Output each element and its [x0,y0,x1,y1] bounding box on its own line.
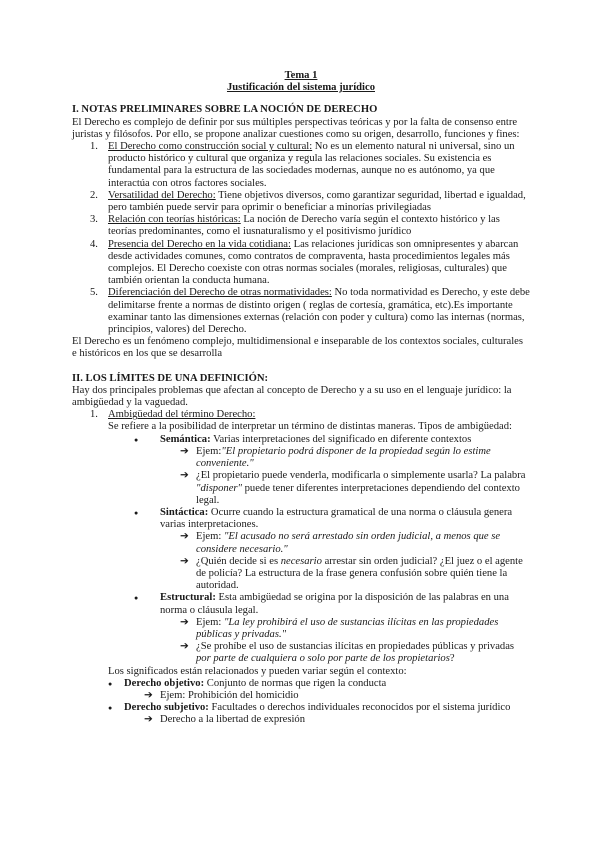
example-item: ➔ Ejem: "El acusado no será arrestado sin orden judicial, a menos que se considere necesario." [180,531,501,555]
bullet-icon: ● [134,435,139,444]
bullet-icon: ● [108,679,113,688]
arrow-icon: ➔ [180,555,189,567]
s1-list-item: 4. Presencia del Derecho en la vida cotidiana: Las relaciones jurídicas son omnipresentes y abarcan desde actividades comunes, como contratos de compraventa, hasta procedimientos legales más complejos. El Derecho coexiste con otras normas sociales (morales, religiosas, culturales) que también orientan la conducta humana. [90,238,519,287]
arrow-icon: ➔ [180,616,189,628]
related-meaning-item: ● Derecho subjetivo: Facultades o derechos individuales reconocidos por el sistema jurídico [108,702,511,714]
related-meanings-intro: Los significados están relacionados y pueden variar según el contexto: [108,665,407,677]
arrow-icon: ➔ [180,445,189,457]
section-1-intro: El Derecho es complejo de definir por sus múltiples perspectivas teóricas y por la falta de consenso entre juristas y filósofos. Por ello, se propone analizar cuestiones como su origen, desarrollo, funciones y fines: [72,116,520,140]
arrow-icon: ➔ [144,689,153,701]
document-page [72,70,530,727]
s1-list-item: 5. Diferenciación del Derecho de otras normatividades: No toda normatividad es Derecho, y este debe delimitarse frente a normas de distinto origen ( reglas de cortesía, gramática, etc).Es importante examinar tanto las dimensiones externas (relación con poder y cultura) como las internas (normas, principios, valores) del Derecho. [90,287,530,336]
bullet-icon: ● [134,594,139,603]
example-item: ➔ Derecho a la libertad de expresión [144,714,306,726]
arrow-icon: ➔ [180,641,189,653]
ambiguity-type-item: ● Semántica: Varias interpretaciones del significado en diferente contextos [134,433,472,445]
document-title: Justificación del sistema jurídico [226,82,375,94]
topic-number: Tema 1 [284,70,318,81]
arrow-icon: ➔ [144,714,153,726]
example-item: ➔ ¿Quién decide si es necesario arrestar sin orden judicial? ¿El juez o el agente de policía? La estructura de la frase genera confusión sobre quién tiene la autoridad. [180,555,523,592]
arrow-icon: ➔ [180,531,189,543]
s2-list-item: 1. Ambigüedad del término Derecho: [90,409,256,421]
ambiguity-type-item: ● Estructural: Esta ambigüedad se origina por la disposición de las palabras en una norma o cláusula legal. [134,592,509,616]
s1-list-item: 1. El Derecho como construcción social y cultural: No es un elemento natural ni universal, sino un producto histórico y cultural que organiza y regula las relaciones sociales. Su existencia es fundamental para la estructura de las sociedades modernas, aunque no es autónomo, ya que interactúa con otros factores sociales. [90,141,515,189]
bullet-icon: ● [134,508,139,517]
example-item: ➔ ¿El propietario puede venderla, modificarla o simplemente usarla? La palabra "disponer" puede tener diferentes interpretaciones dependiendo del contexto legal. [180,470,526,506]
section-2-intro: Hay dos principales problemas que afectan al concepto de Derecho y a su uso en el lenguaje jurídico: la ambigüedad y la vaguedad. [72,384,512,409]
example-item: ➔ Ejem: "La ley prohibirá el uso de sustancias ilícitas en las propiedades públicas y privadas." [180,616,499,640]
section-1-heading: I. NOTAS PRELIMINARES SOBRE LA NOCIÓN DE DERECHO [72,104,378,116]
example-item: ➔ Ejem: Prohibición del homicidio [144,689,299,701]
s1-list-item: 3. Relación con teorías históricas: La noción de Derecho varía según el contexto histórico y las teorías predominantes, como el iusnaturalismo y el positivismo jurídico [90,214,500,238]
related-meaning-item: ● Derecho objetivo: Conjunto de normas que rigen la conducta [108,677,387,689]
s1-list-item: 2. Versatilidad del Derecho: Tiene objetivos diversos, como garantizar seguridad, libertad e igualdad, pero también puede servir para oprimir o beneficiar a minorías privilegiadas [90,189,526,214]
arrow-icon: ➔ [180,470,189,482]
bullet-icon: ● [108,704,113,713]
ambiguity-definition: Se refiere a la posibilidad de interpretar un término de distintas maneras. Tipos de ambigüedad: [108,421,512,433]
example-item: ➔ ¿Se prohíbe el uso de sustancias ilícitas en propiedades públicas y privadas por parte de cualquiera o solo por parte de los propietarios? [180,641,515,665]
section-2-heading: II. LOS LÍMITES DE UNA DEFINICIÓN: [72,372,269,384]
example-item: ➔ Ejem:"El propietario podrá disponer de la propiedad según lo estime conveniente." [180,445,491,470]
section-1-closing: El Derecho es un fenómeno complejo, multidimensional e inseparable de los contextos sociales, culturales e históricos en los que se desarrolla [72,336,523,360]
ambiguity-type-item: ● Sintáctica: Ocurre cuando la estructura gramatical de una norma o cláusula genera varias interpretaciones. [134,506,513,531]
